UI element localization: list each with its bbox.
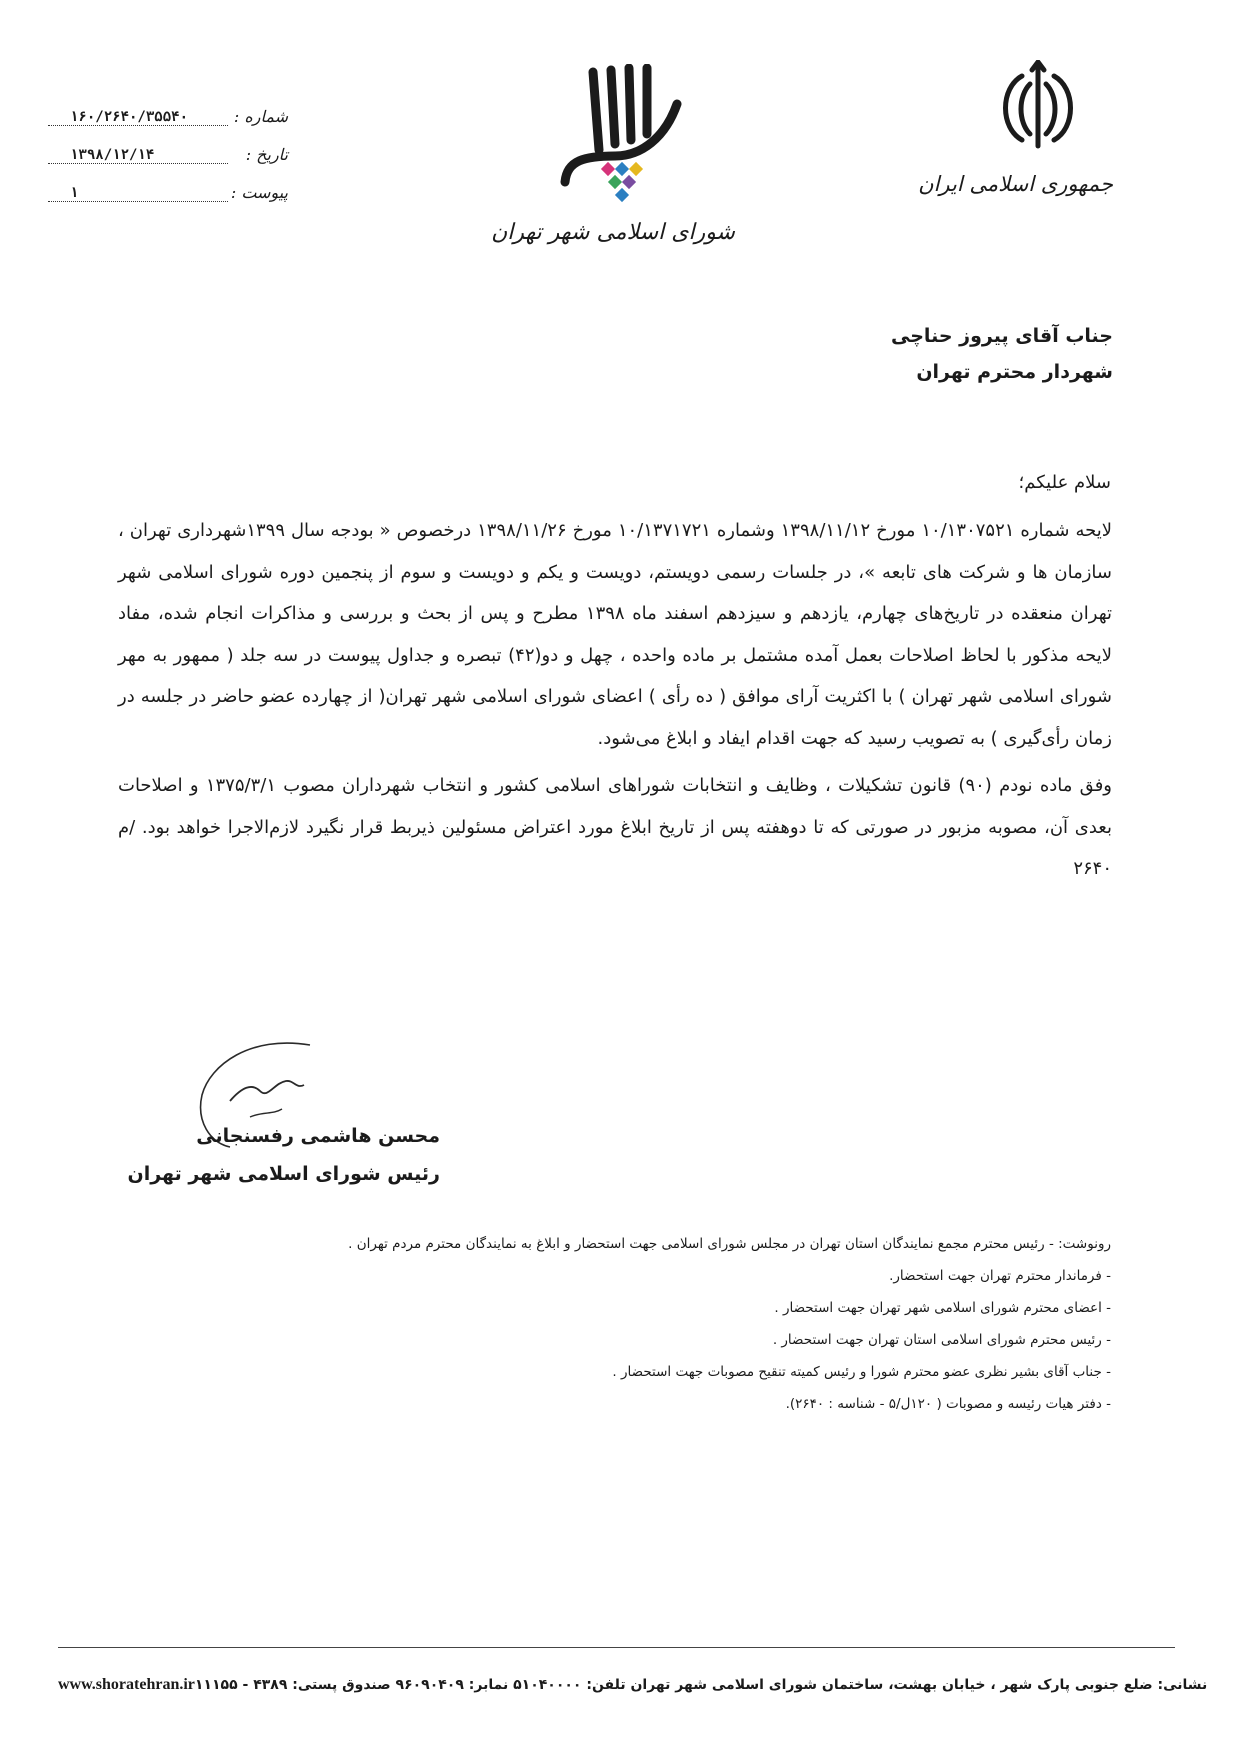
- letter-body: [118, 510, 1112, 896]
- meta-date-label: تاریخ :: [245, 145, 288, 164]
- meta-attachment-value: ۱: [48, 185, 228, 202]
- letter-meta: [48, 88, 288, 202]
- footer-website-link[interactable]: www.shoratehran.ir: [58, 1676, 195, 1693]
- cc-item: - فرماندار محترم تهران جهت استحضار.: [889, 1268, 1111, 1284]
- meta-attachment-label: پیوست :: [230, 183, 288, 202]
- cc-item: - رئیس محترم شورای اسلامی استان تهران جهت استحضار .: [772, 1332, 1111, 1348]
- addressee: [513, 318, 1113, 390]
- signatory-title: رئیس شورای اسلامی شهر تهران: [127, 1163, 440, 1185]
- meta-number-value: ۱۶۰/۲۶۴۰/۳۵۵۴۰: [48, 109, 228, 126]
- meta-date-row: [48, 126, 288, 164]
- body-paragraph-2: وفق ماده نودم (۹۰) قانون تشکیلات ، وظایف و انتخابات شوراهای اسلامی کشور و انتخاب شهرداران مصوب ۱۳۷۵/۳/۱ و اصلاحات بعدی آن، مصوبه مزبور در صورتی که تا دوهفته پس از تاریخ ابلاغ مورد اعتراض مسئولین ذیربط قرار نگیرد لازم‌الاجرا خواهد بود. /م ۲۶۴۰: [118, 775, 1112, 879]
- emblem-caption: جمهوری اسلامی ایران: [918, 172, 1113, 196]
- footer-address: نشانی: ضلع جنوبی پارک شهر ، خیابان بهشت، ساختمان شورای اسلامی شهر تهران تلفن: ۵۱۰۴۰۰۰۰ نمابر: ۹۶۰۹۰۴۰۹ صندوق پستی: ۴۳۸۹ - ۱۱۱۵۵: [194, 1677, 1208, 1693]
- meta-date-value: ۱۳۹۸/۱۲/۱۴: [48, 147, 228, 164]
- body-paragraph-1: لایحه شماره ۱۰/۱۳۰۷۵۲۱ مورخ ۱۳۹۸/۱۱/۱۲ وشماره ۱۰/۱۳۷۱۷۲۱ مورخ ۱۳۹۸/۱۱/۲۶ درخصوص « بودجه سال ۱۳۹۹شهرداری تهران ، سازمان ها و شرکت های تابعه »، در جلسات رسمی دویستم، دویست و یکم و دویست و سوم از پنجمین دوره شورای اسلامی شهر تهران منعقده در تاریخ‌های چهارم، یازدهم و سیزدهم اسفند ماه ۱۳۹۸ مطرح و پس از بحث و بررسی و مذاکرات انجام شده، مفاد لایحه مذکور با لحاظ اصلاحات بعمل آمده مشتمل بر ماده واحده ، چهل و دو(۴۲) تبصره و جداول پیوست در سه جلد ( ممهور به مهر شورای اسلامی شهر تهران ) با اکثریت آرای موافق ( ده رأی ) اعضای شورای اسلامی شهر تهران( از چهارده عضو حاضر در جلسه در زمان رأی‌گیری ) به تصویب رسید که جهت اقدام ایفاد و ابلاغ می‌شود.: [118, 520, 1112, 749]
- greeting: سلام علیکم؛: [1018, 472, 1111, 493]
- cc-item: - دفتر هیات رئیسه و مصوبات ( ۱۲۰ل/۵ - شناسه : ۲۶۴۰).: [785, 1396, 1111, 1412]
- council-logo-icon: [545, 64, 695, 214]
- footer: [58, 1676, 1208, 1694]
- emblem-block: [918, 60, 1113, 196]
- cc-item: - جناب آقای بشیر نظری عضو محترم شورا و رئیس کمیته تنقیح مصوبات جهت استحضار .: [612, 1364, 1111, 1380]
- addressee-name: جناب آقای پیروز حناچی: [891, 325, 1113, 347]
- cc-item: - اعضای محترم شورای اسلامی شهر تهران جهت استحضار .: [774, 1300, 1111, 1316]
- signatory-name: محسن هاشمی رفسنجانی: [196, 1125, 440, 1147]
- meta-number-label: شماره :: [233, 107, 288, 126]
- council-caption: شورای اسلامی شهر تهران: [491, 220, 735, 245]
- meta-number-row: [48, 88, 288, 126]
- footer-divider: [58, 1647, 1175, 1648]
- council-logo: [491, 64, 735, 245]
- cc-list: [211, 1228, 1111, 1420]
- addressee-title: شهردار محترم تهران: [916, 361, 1113, 383]
- meta-attachment-row: [48, 164, 288, 202]
- cc-item: رونوشت: - رئیس محترم مجمع نمایندگان استان تهران در مجلس شورای اسلامی جهت استحضار و ابلاغ به نمایندگان محترم مردم تهران .: [348, 1236, 1111, 1252]
- iran-emblem-icon: [992, 60, 1084, 152]
